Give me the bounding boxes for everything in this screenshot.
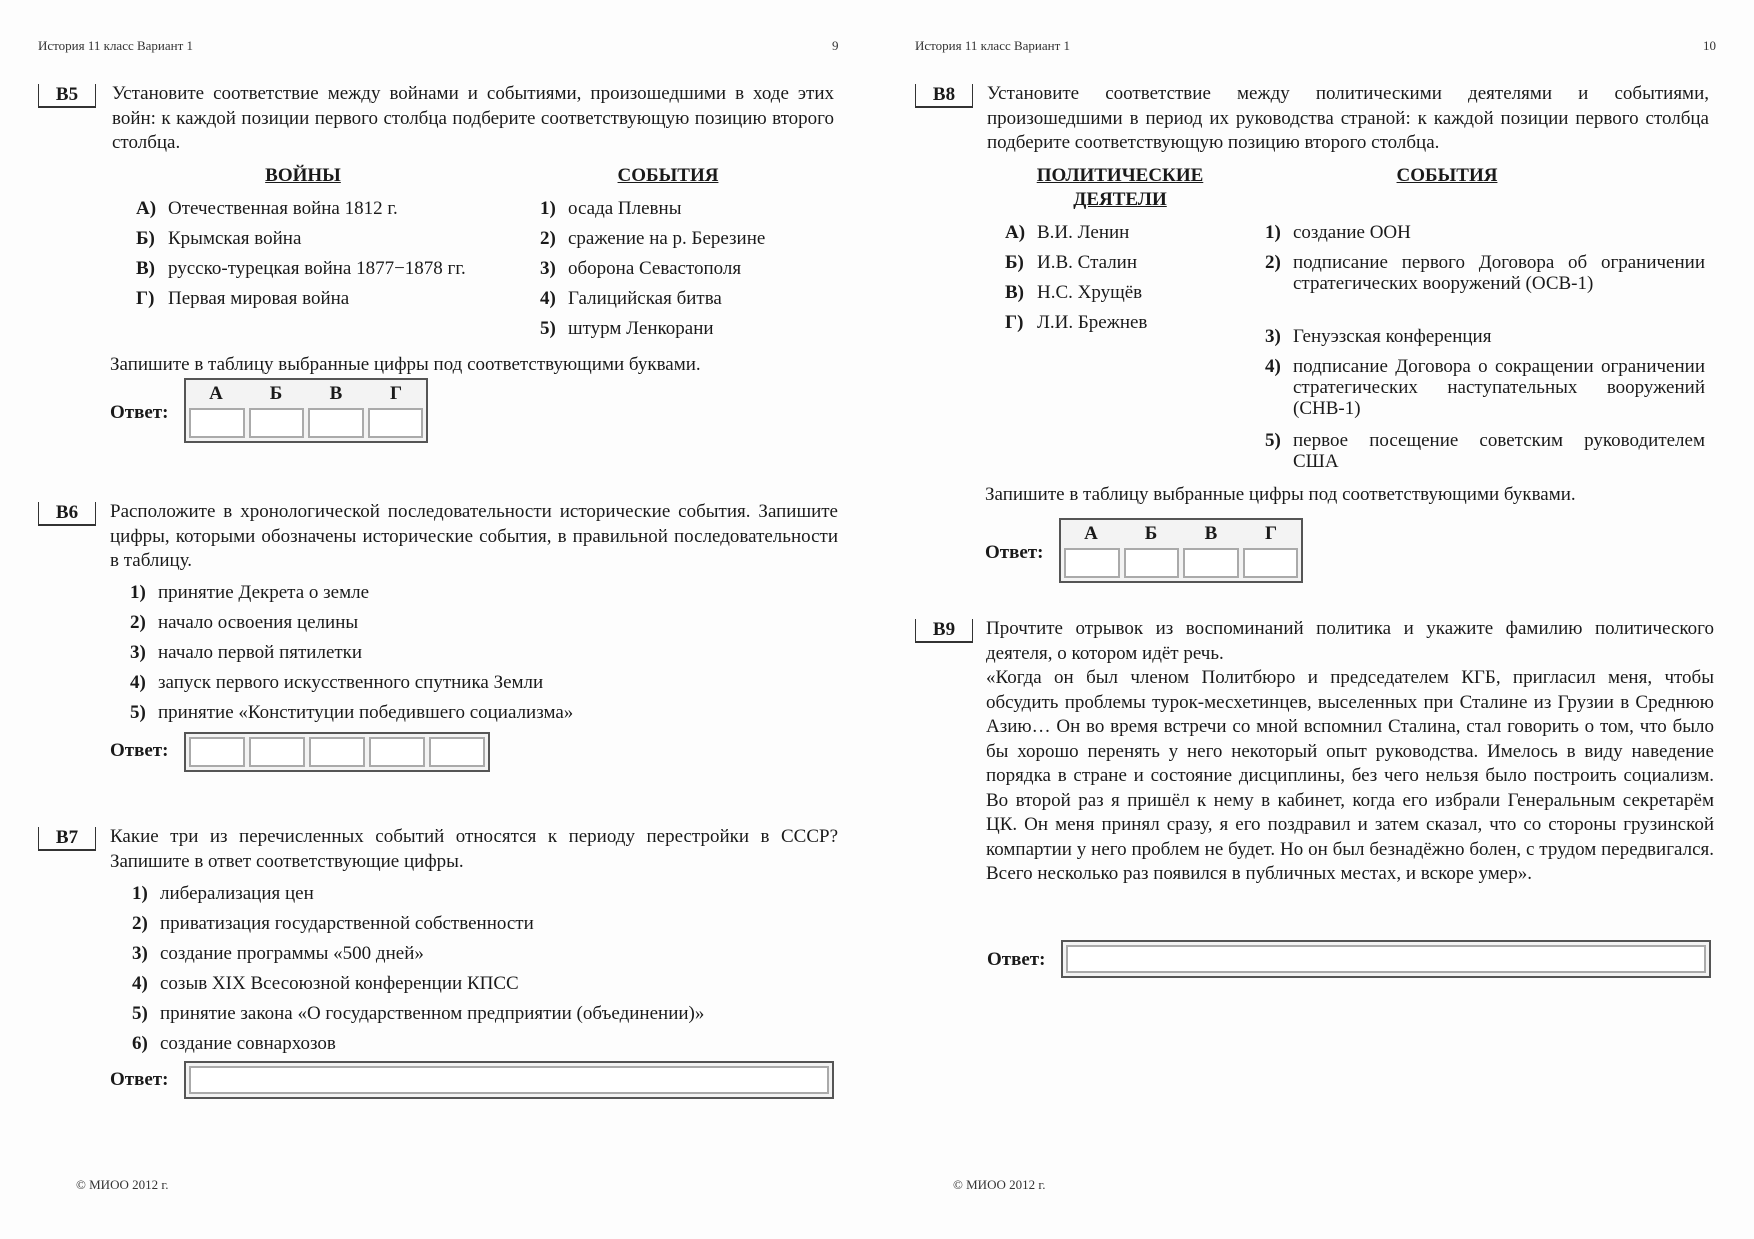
list-item: 2) сражение на р. Березине (540, 228, 766, 249)
answer-cell[interactable] (308, 408, 364, 438)
list-item: 3) Генуэзская конференция (1265, 326, 1492, 347)
answer-cell[interactable] (189, 408, 245, 438)
answer-input[interactable] (1066, 945, 1706, 973)
answer-cell[interactable] (309, 737, 365, 767)
footer-copyright: © МИОО 2012 г. (953, 1177, 1046, 1192)
answer-cell[interactable] (1243, 548, 1299, 578)
list-item: 3) начало первой пятилетки (130, 642, 363, 663)
list-item: 5) первое посещение советским руководителем США (1265, 430, 1705, 472)
answer-input[interactable] (189, 1066, 829, 1094)
list-item: 2) подписание первого Договора об ограничении стратегических вооружений (ОСВ-1) (1265, 252, 1705, 294)
list-item: 5) штурм Ленкорани (540, 318, 714, 339)
task-label: B5 (38, 84, 96, 108)
answer-line-box (1061, 940, 1711, 978)
list-item: В) Н.С. Хрущёв (1005, 282, 1143, 303)
column-heading-events: СОБЫТИЯ (1396, 165, 1498, 186)
answer-table (1059, 518, 1303, 583)
list-item: В) русско-турецкая война 1877−1878 гг. (136, 258, 466, 279)
footer-copyright: © МИОО 2012 г. (76, 1177, 169, 1192)
list-item: 5) принятие «Конституции победившего социализма» (130, 702, 574, 723)
answer-cell[interactable] (1124, 548, 1180, 578)
answer-cell[interactable] (369, 737, 425, 767)
answer-column-letter: Б (269, 383, 283, 404)
answer-column-letter: Г (389, 383, 403, 404)
task-label: B8 (915, 84, 973, 108)
page-number: 9 (832, 38, 839, 53)
list-item: 3) создание программы «500 дней» (132, 943, 424, 964)
task-text: Прочтите отрывок из воспоминаний политика и укажите фамилию политического деятеля, о котором идёт речь. (986, 618, 1714, 664)
list-item: Г) Л.И. Брежнев (1005, 312, 1148, 333)
list-item: 1) либерализация цен (132, 883, 314, 904)
list-item: 1) осада Плевны (540, 198, 682, 219)
list-item: А) В.И. Ленин (1005, 222, 1130, 243)
list-item: 2) начало освоения целины (130, 612, 359, 633)
list-item: Б) И.В. Сталин (1005, 252, 1138, 273)
answer-column-letter: В (329, 383, 343, 404)
answer-table (184, 378, 428, 443)
answer-cell[interactable] (249, 737, 305, 767)
answer-column-letter: А (1084, 523, 1098, 544)
list-item: 2) приватизация государственной собственности (132, 913, 534, 934)
answer-label: Ответ: (985, 542, 1044, 563)
table-instruction: Запишите в таблицу выбранные цифры под соответствующими буквами. (985, 484, 1576, 505)
task-text: Установите соответствие между политическими деятелями и событиями, произошедшими в период их руководства страной: к каждой позиции первого столбца подберите соответствующую позицию второго столбца. (987, 83, 1709, 153)
answer-cell[interactable] (1183, 548, 1239, 578)
task-label: B9 (915, 619, 973, 643)
task-text: Установите соответствие между войнами и событиями, произошедшими в ходе этих войн: к каждой позиции первого столбца подберите соответствующую позицию второго столбца. (112, 83, 834, 153)
answer-cell[interactable] (1064, 548, 1120, 578)
answer-label: Ответ: (110, 1069, 169, 1090)
page-10 (877, 0, 1754, 1239)
list-item: 4) запуск первого искусственного спутника Земли (130, 672, 544, 693)
list-item: 6) создание совнархозов (132, 1033, 336, 1054)
page-number: 10 (1703, 38, 1716, 53)
list-item: 4) созыв XIX Всесоюзной конференции КПСС (132, 973, 519, 994)
answer-cell[interactable] (189, 737, 245, 767)
task-text: Какие три из перечисленных событий относятся к периоду перестройки в СССР? Запишите в ответ соответствующие цифры. (110, 826, 838, 872)
answer-column-letter: Б (1144, 523, 1158, 544)
column-heading-politicians: ПОЛИТИЧЕСКИЕ ДЕЯТЕЛИ (1036, 165, 1204, 210)
list-item: 4) подписание Договора о сокращении ограничении стратегических наступательных вооружений (СНВ-1) (1265, 356, 1705, 419)
list-item: Б) Крымская война (136, 228, 302, 249)
list-item: 4) Галицийская битва (540, 288, 722, 309)
running-head: История 11 класс Вариант 1 (915, 38, 1071, 53)
running-head: История 11 класс Вариант 1 (38, 38, 194, 53)
answer-cell[interactable] (429, 737, 485, 767)
list-item: А) Отечественная война 1812 г. (136, 198, 398, 219)
answer-cell[interactable] (368, 408, 424, 438)
answer-label: Ответ: (110, 740, 169, 761)
list-item: Г) Первая мировая война (136, 288, 350, 309)
task-text: Расположите в хронологической последовательности исторические события. Запишите цифры, которыми обозначены исторические события, в правильной последовательности в таблицу. (110, 501, 838, 571)
answer-column-letter: А (209, 383, 223, 404)
list-item: 1) принятие Декрета о земле (130, 582, 370, 603)
answer-label: Ответ: (110, 402, 169, 423)
answer-column-letter: В (1204, 523, 1218, 544)
list-item: 3) оборона Севастополя (540, 258, 742, 279)
column-heading-wars: ВОЙНЫ (265, 165, 341, 186)
memoir-quote: «Когда он был членом Политбюро и председателем КГБ, пригласил меня, чтобы обсудить проблемы турок-месхетинцев, выселенных при Сталине из Грузии в Среднюю Азию… Он во время встречи со мной вспомнил Сталина, стал говорить о том, что было бы хорошо перенять у него некоторый опыт руководства. Имелось в виду наведение порядка в стране и состояние дисциплины, без чего нельзя было построить социализм. Во второй раз я пришёл к нему в кабинет, когда его избрали Генеральным секретарём ЦК. Он меня принял сразу, я его поздравил и затем сказал, что со стороны грузинской компартии у него проблем не будет. Но он был безнадёжно болен, с трудом передвигался. Всего несколько раз появился в публичных местах, и вскоре умер». (986, 667, 1714, 884)
answer-cell[interactable] (249, 408, 305, 438)
task-label: B6 (38, 502, 96, 526)
answer-line-box (184, 1061, 834, 1099)
answer-label: Ответ: (987, 949, 1046, 970)
column-heading-events: СОБЫТИЯ (617, 165, 719, 186)
answer-sequence-box (184, 732, 490, 772)
answer-column-letter: Г (1264, 523, 1278, 544)
task-label: B7 (38, 827, 96, 851)
table-instruction: Запишите в таблицу выбранные цифры под соответствующими буквами. (110, 354, 701, 375)
list-item: 5) принятие закона «О государственном предприятии (объединении)» (132, 1003, 705, 1024)
list-item: 1) создание ООН (1265, 222, 1411, 243)
